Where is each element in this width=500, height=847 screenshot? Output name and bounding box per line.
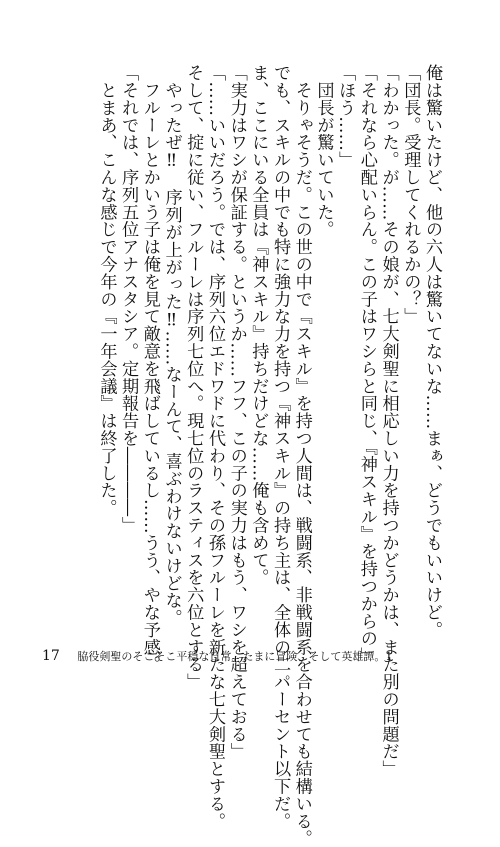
text-line: 「ほう……」 bbox=[335, 64, 356, 169]
book-title: 脇役剣聖のそこそこ平穏な日常。たまに冒険、そして英雄譚。1 bbox=[77, 650, 393, 663]
text-line: 団長が驚いていた。 bbox=[313, 64, 334, 238]
text-line: フルーレとかいう子は俺を見て敵意を飛ばしているし……うう、やな予感。 bbox=[139, 64, 160, 673]
page-footer bbox=[42, 648, 392, 664]
text-line: 「……いいだろう。では、序列六位エドワドに代わり、その孫フルーレを新たな七大剣聖とする。 bbox=[204, 64, 225, 830]
text-line: でも、スキルの中でも特に強力な力を持つ『神スキル』の持ち主は、全体の二パーセント以下だ。 bbox=[270, 64, 291, 830]
text-line: そりゃそうだ。この世の中で『スキル』を持つ人間は、戦闘系、非戦闘系を合わせても結構いる。 bbox=[291, 64, 312, 847]
page-number: 17 bbox=[42, 648, 60, 664]
text-line: 「それでは、序列五位アナスタシア。定期報告を――――」 bbox=[118, 64, 139, 534]
text-line: 「団長。受理してくれるかの？」 bbox=[400, 64, 421, 325]
text-line: 「わかった。が……その娘が、七大剣聖に相応しい力を持つかどうかは、また別の問題だ」 bbox=[378, 64, 399, 778]
text-line: そして、掟に従い、フルーレは序列七位へ。現七位のラスティスを六位とする」 bbox=[183, 64, 204, 691]
text-line: ま、ここにいる全員は『神スキル』持ちだけどな……俺も含めて。 bbox=[248, 64, 269, 586]
text-line: 「それなら心配いらん。この子はワシらと同じ、『神スキル』を持つからの」 bbox=[356, 64, 377, 665]
text-line: 俺は驚いたけど、他の六人は驚いてないな……まぁ、どうでもいいけど。 bbox=[422, 64, 442, 639]
text-line: 「実力はワシが保証する。というか……フフ、この子の実力はもう、ワシを超えておる」 bbox=[226, 64, 247, 760]
text-line: やったぜ‼ 序列が上がった‼……なーんて、喜ぶわけないけどな。 bbox=[161, 64, 182, 627]
text-line: とまあ、こんな感じで今年の『一年会議』は終了した。 bbox=[96, 64, 117, 517]
